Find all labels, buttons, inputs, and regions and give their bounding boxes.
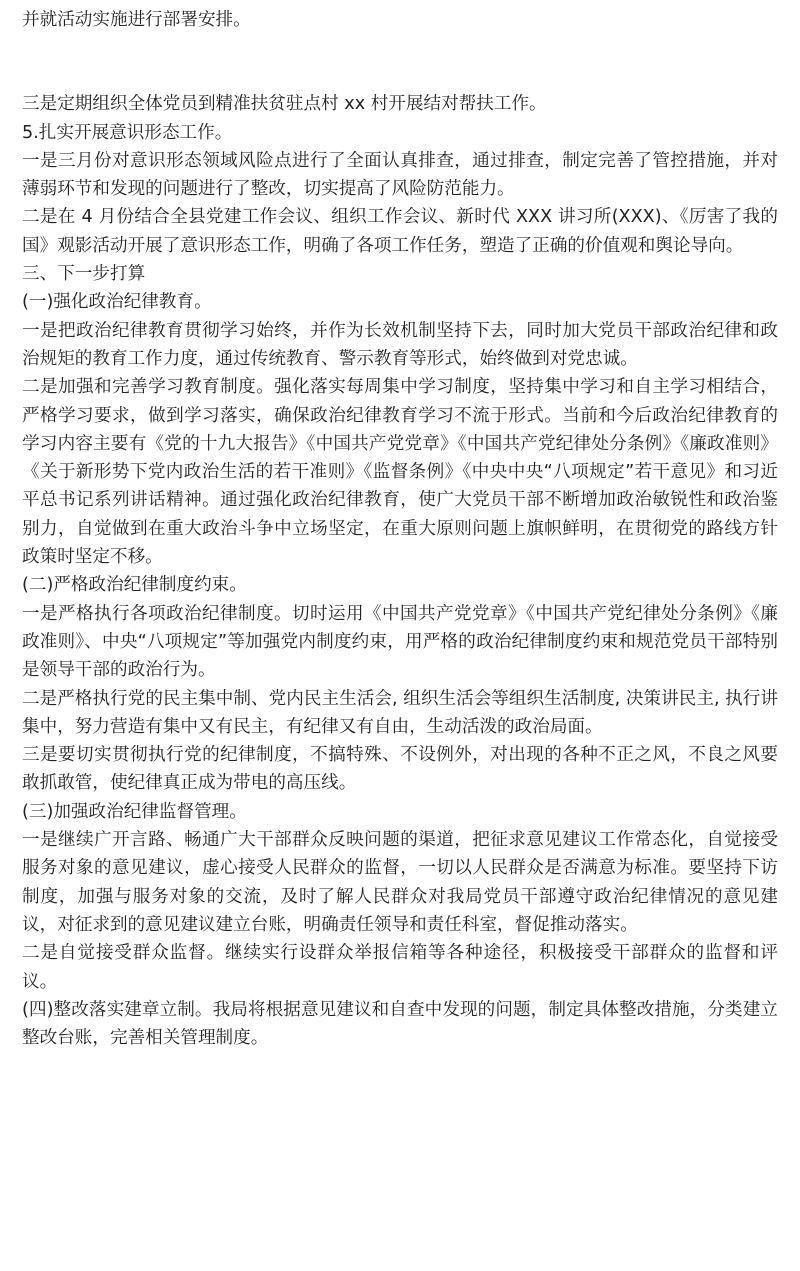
blank-space	[22, 34, 778, 90]
section-heading: 三、下一步打算	[22, 264, 146, 285]
paragraph: 二是加强和完善学习教育制度。强化落实每周集中学习制度，坚持集中学习和自主学习相结合，严格学习要求，做到学习落实，确保政治纪律教育学习不流于形式。当前和今后政治纪律教育的学习内容主要有《党的十九大报告》《中国共产党党章》《中国共产党纪律处分条例》《廉政准则》《关于新形势下党内政治生活的若干准则》《监督条例》《中央中央“八项规定”若干意见》和习近平总书记系列讲话精神。通过强化政治纪律教育，使广大党员干部不断增加政治敏锐性和政治鉴别力，自觉做到在重大政治斗争中立场坚定，在重大原则问题上旗帜鲜明，在贯彻党的路线方针政策时坚定不移。	[22, 377, 778, 568]
subsection-heading: (二)严格政治纪律制度约束。	[22, 575, 247, 596]
paragraph: 二是严格执行党的民主集中制、党内民主生活会, 组织生活会等组织生活制度, 决策讲民主, 执行讲集中，努力营造有集中又有民主，有纪律又有自由，生动活泼的政治局面。	[22, 688, 778, 737]
subsection-heading: (三)加强政治纪律监督管理。	[22, 801, 247, 822]
paragraph: 二是在 4 月份结合全县党建工作会议、组织工作会议、新时代 XXX 讲习所(XXX)、《厉害了我的国》观影活动开展了意识形态工作，明确了各项工作任务，塑造了正确的价值观和舆论导向。	[22, 207, 778, 256]
paragraph: 一是严格执行各项政治纪律制度。切时运用《中国共产党党章》《中国共产党纪律处分条例》《廉政准则》、中央“八项规定”等加强党内制度约束，用严格的政治纪律制度约束和规范党员干部特别是领导干部的政治行为。	[22, 603, 778, 681]
paragraph: 一是继续广开言路、畅通广大干部群众反映问题的渠道，把征求意见建议工作常态化，自觉接受服务对象的意见建议，虚心接受人民群众的监督，一切以人民群众是否满意为标准。要坚持下访制度，加强与服务对象的交流，及时了解人民群众对我局党员干部遵守政治纪律情况的意见建议，对征求到的意见建议建立台账，明确责任领导和责任科室，督促推动落实。	[22, 830, 778, 935]
paragraph: 三是要切实贯彻执行党的纪律制度，不搞特殊、不设例外，对出现的各种不正之风，不良之风要敢抓敢管，使纪律真正成为带电的高压线。	[22, 745, 778, 794]
subsection-heading: (一)强化政治纪律教育。	[22, 292, 212, 313]
paragraph: 并就活动实施进行部署安排。	[22, 10, 251, 30]
section-heading: 5.扎实开展意识形态工作。	[22, 122, 233, 143]
paragraph: 一是三月份对意识形态领域风险点进行了全面认真排查，通过排查，制定完善了管控措施，并对薄弱环节和发现的问题进行了整改，切实提高了风险防范能力。	[22, 150, 778, 200]
paragraph: 二是自觉接受群众监督。继续实行设群众举报信箱等各种途径，积极接受干部群众的监督和评议。	[22, 943, 778, 992]
paragraph: (四)整改落实建章立制。我局将根据意见建议和自查中发现的问题，制定具体整改措施，分类建立整改台账，完善相关管理制度。	[22, 999, 778, 1049]
document-body	[22, 6, 778, 1052]
paragraph: 三是定期组织全体党员到精准扶贫驻点村 xx 村开展结对帮扶工作。	[22, 94, 547, 115]
paragraph: 一是把政治纪律教育贯彻学习始终，并作为长效机制坚持下去，同时加大党员干部政治纪律和政治规矩的教育工作力度，通过传统教育、警示教育等形式，始终做到对党忠诚。	[22, 320, 778, 369]
